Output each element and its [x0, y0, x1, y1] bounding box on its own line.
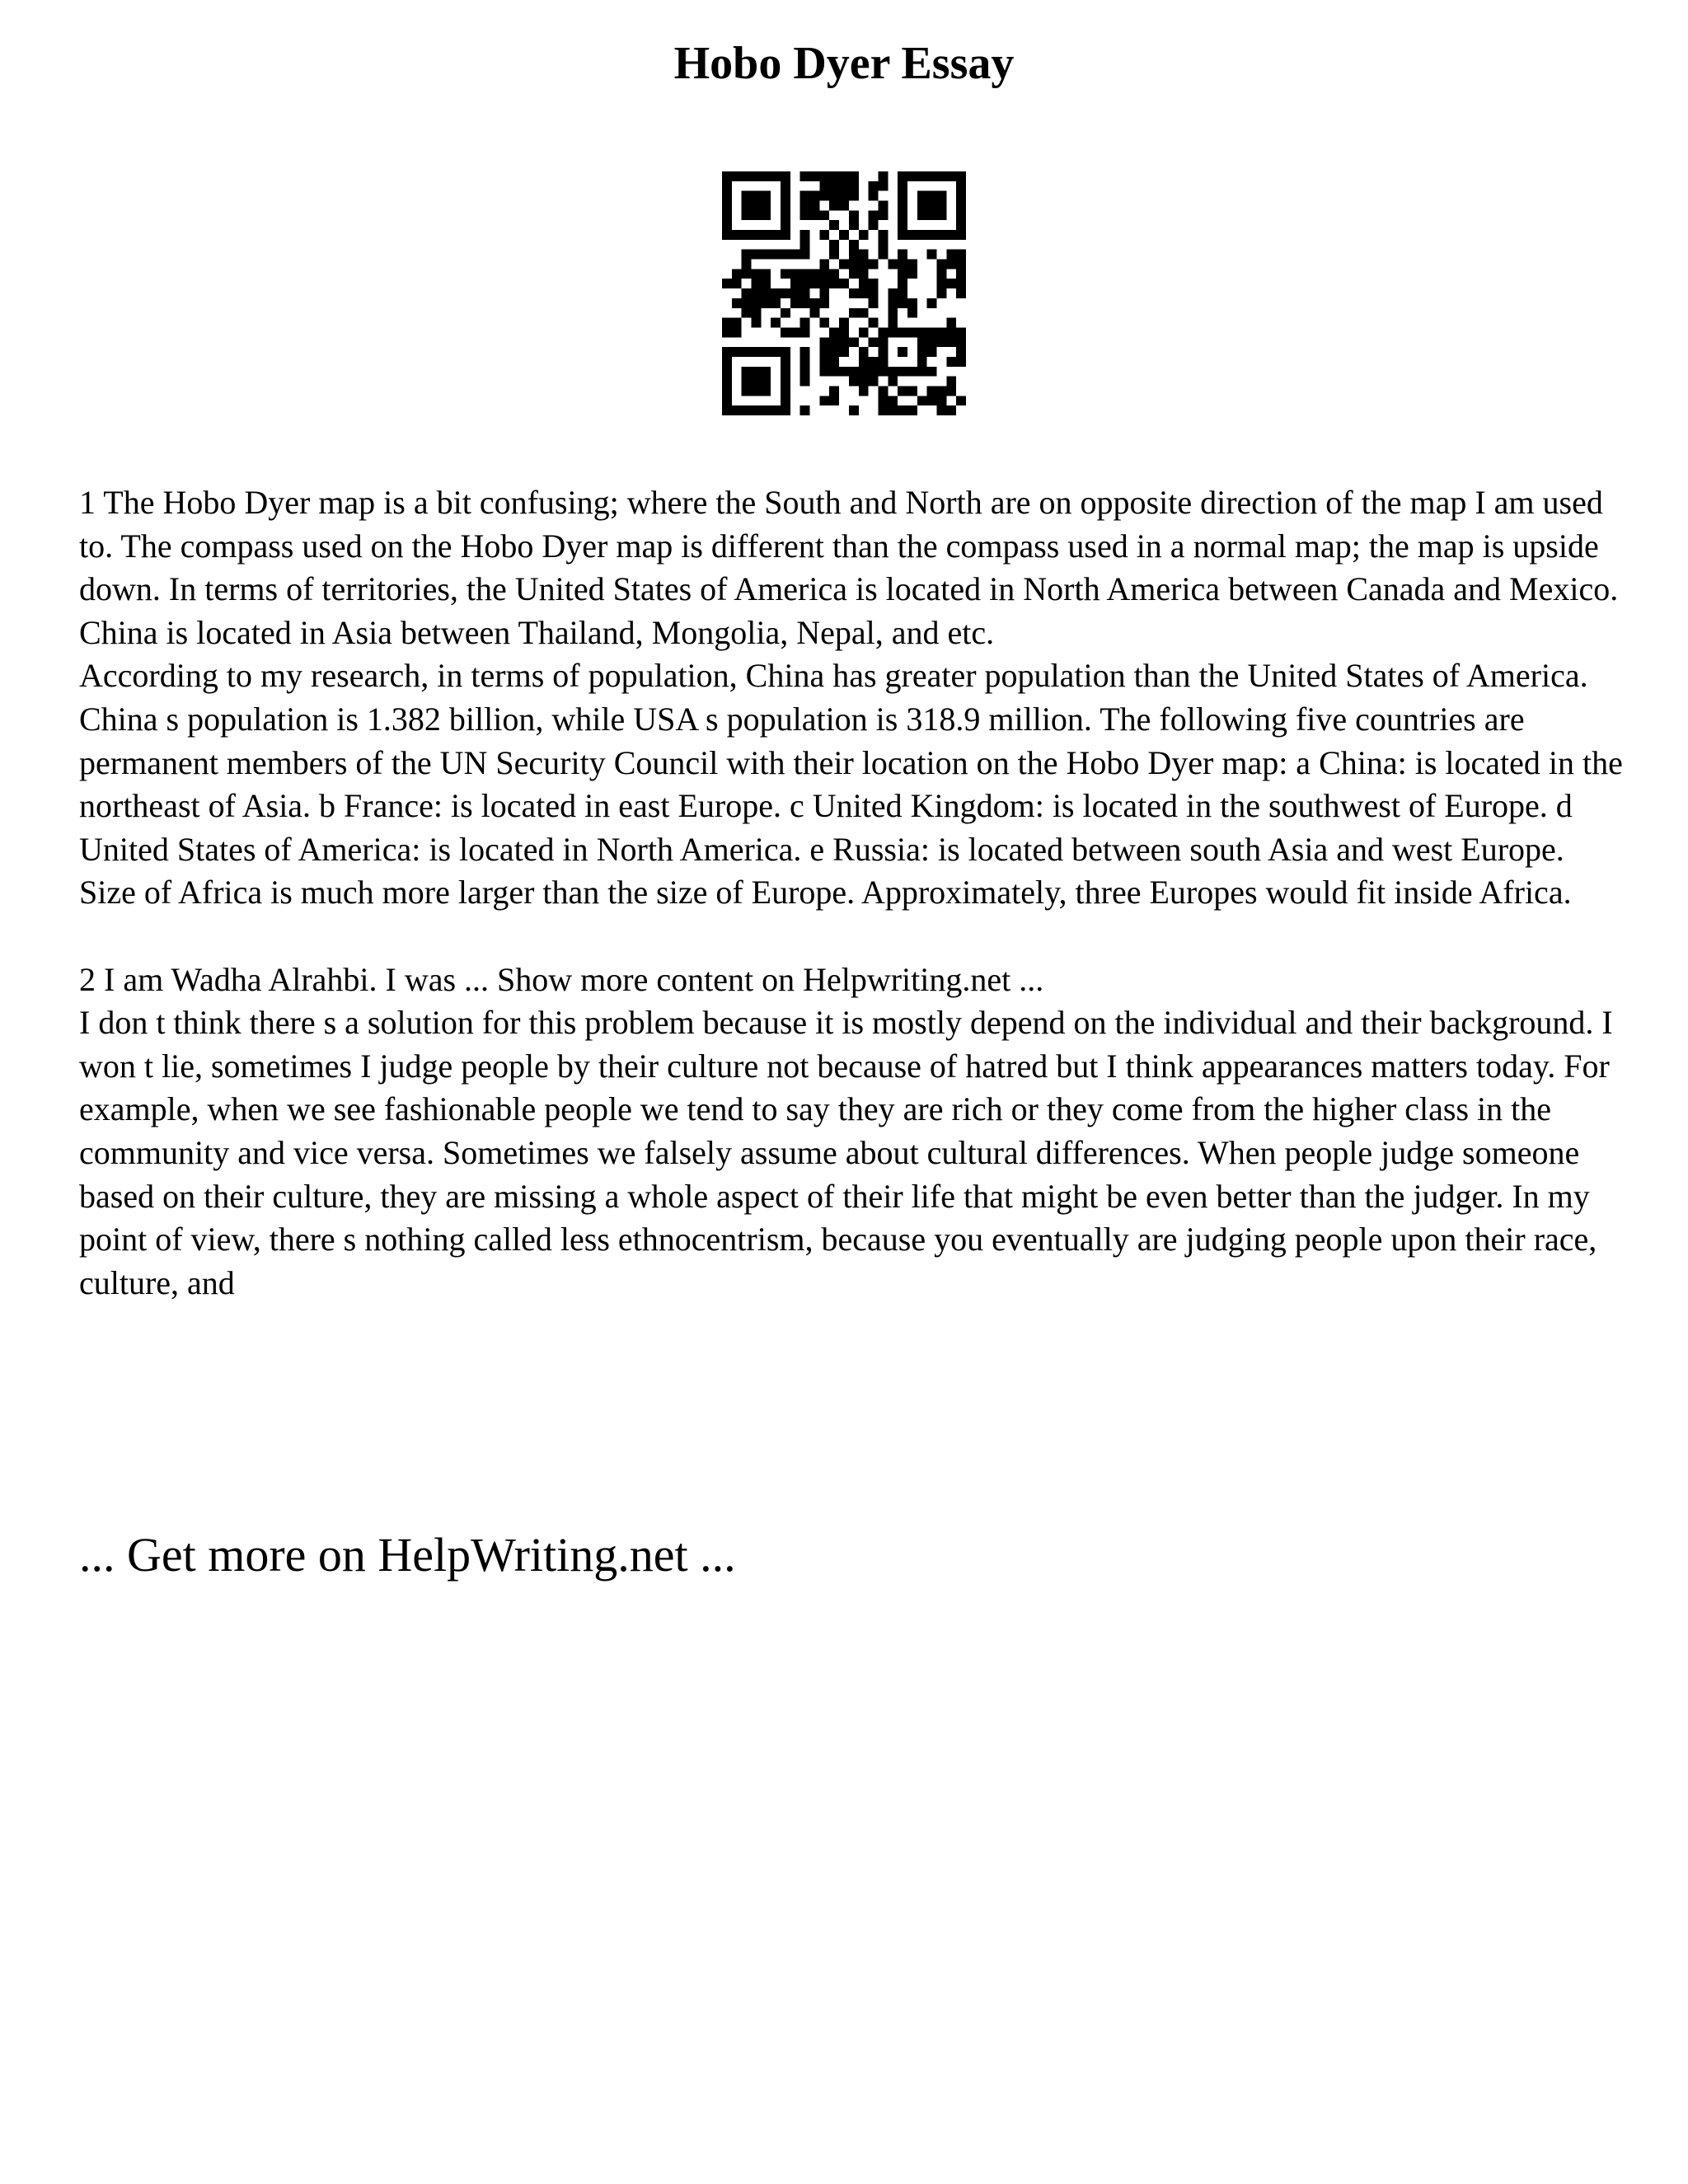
essay-paragraph-5: I don t think there s a solution for this problem because it is mostly depend on the individual and their background. I won t lie, sometimes I judge people by their culture not because of hatred but I think appearances matters today. For example, when we see fashionable people we tend to say they are rich or they come from the higher class in the community and vice versa. Sometimes we falsely assume about cultural differences. When people judge someone based on their culture, they are missing a whole aspect of their life that might be even better than the judger. In my point of view, there s nothing called less ethnocentrism, because you eventually are judging people upon their race, culture, and	[79, 1004, 1613, 1301]
essay-paragraph-1: 1 The Hobo Dyer map is a bit confusing; where the South and North are on opposite direction of the map I am used to. The compass used on the Hobo Dyer map is different than the compass used in a normal map; the map is upside down. In terms of territories, the United States of America is located in North America between Canada and Mexico. China is located in Asia between Thailand, Mongolia, Nepal, and etc.	[79, 484, 1619, 651]
qr-code-icon[interactable]	[722, 171, 966, 415]
essay-paragraph-4: 2 I am Wadha Alrahbi. I was ... Show more content on Helpwriting.net ...	[79, 960, 1044, 998]
essay-body	[79, 481, 1629, 1305]
paragraph-gap	[79, 915, 1629, 958]
essay-paragraph-3: Size of Africa is much more larger than the size of Europe. Approximately, three Europes would fit inside Africa.	[79, 874, 1572, 912]
page-title: Hobo Dyer Essay	[673, 38, 1015, 89]
essay-paragraph-2: According to my research, in terms of population, China has greater population than the United States of America. China s population is 1.382 billion, while USA s population is 318.9 million. The following five countries are permanent members of the UN Security Council with their location on the Hobo Dyer map: a China: is located in the northeast of Asia. b France: is located in east Europe. c United Kingdom: is located in the southwest of Europe. d United States of America: is located in North America. e Russia: is located between south Asia and west Europe.	[79, 657, 1623, 868]
get-more-link[interactable]: ... Get more on HelpWriting.net ...	[79, 1528, 736, 1582]
